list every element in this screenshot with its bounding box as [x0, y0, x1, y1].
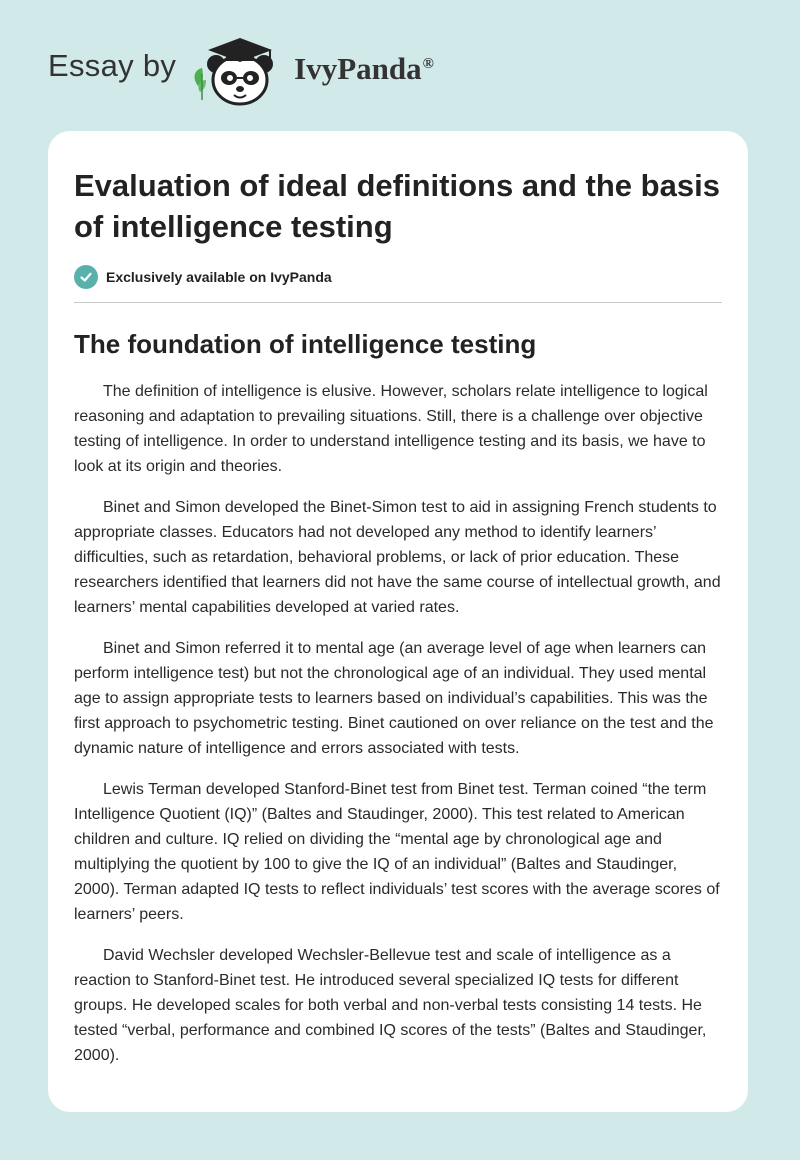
brand-header[interactable] [48, 34, 434, 108]
divider [74, 302, 722, 303]
exclusive-label: Exclusively available on IvyPanda [106, 269, 332, 285]
page-title: Evaluation of ideal definitions and the basis of intelligence testing [74, 168, 720, 244]
paragraph: Binet and Simon developed the Binet-Simon test to aid in assigning French students to appropriate classes. Educators had not developed any method to identify learners’ difficulties, such as retardation, behavioral problems, or lack of prior education. These researchers identified that learners did not have the same course of intellectual growth, and learners’ mental capabilities developed at varied rates. [74, 499, 721, 616]
essay-card [48, 131, 748, 1112]
paragraph: The definition of intelligence is elusive. However, scholars relate intelligence to logical reasoning and adaptation to prevailing situations. Still, there is a challenge over objective testing of intelligence. In order to understand intelligence testing and its basis, we have to look at its origin and theories. [74, 383, 708, 475]
paragraph: Binet and Simon referred it to mental age (an average level of age when learners can perform intelligence test) but not the chronological age of an individual. They used mental age to assign appropriate tests to learners based on individual’s capabilities. This was the first approach to psychometric testing. Binet cautioned on over reliance on the test and the dynamic nature of intelligence and errors associated with tests. [74, 640, 714, 757]
check-icon [74, 265, 98, 289]
registered-mark: ® [422, 55, 434, 72]
brand-name [294, 51, 434, 87]
paragraph: Lewis Terman developed Stanford-Binet test from Binet test. Terman coined “the term Intelligence Quotient (IQ)” (Baltes and Staudinger, 2000). This test related to American children and culture. IQ relied on dividing the “mental age by chronological age and multiplying the quotient by 100 to give the IQ of an individual” (Baltes and Staudinger, 2000). Terman adapted IQ tests to reflect individuals’ test scores with the average scores of learners’ peers. [74, 781, 720, 923]
essay-body [74, 379, 722, 1068]
brand-prefix: Essay by [48, 48, 177, 83]
check-mark-icon [79, 270, 93, 284]
exclusive-badge [74, 265, 722, 289]
panda-logo-icon [190, 34, 286, 108]
section-heading: The foundation of intelligence testing [74, 329, 537, 359]
paragraph: David Wechsler developed Wechsler-Bellevue test and scale of intelligence as a reaction to Stanford-Binet test. He introduced several specialized IQ tests for different groups. He developed scales for both verbal and non-verbal tests consisting 14 tests. He tested “verbal, performance and combined IQ scores of the tests” (Baltes and Staudinger, 2000). [74, 947, 707, 1064]
brand-name-text: IvyPanda [294, 51, 422, 86]
